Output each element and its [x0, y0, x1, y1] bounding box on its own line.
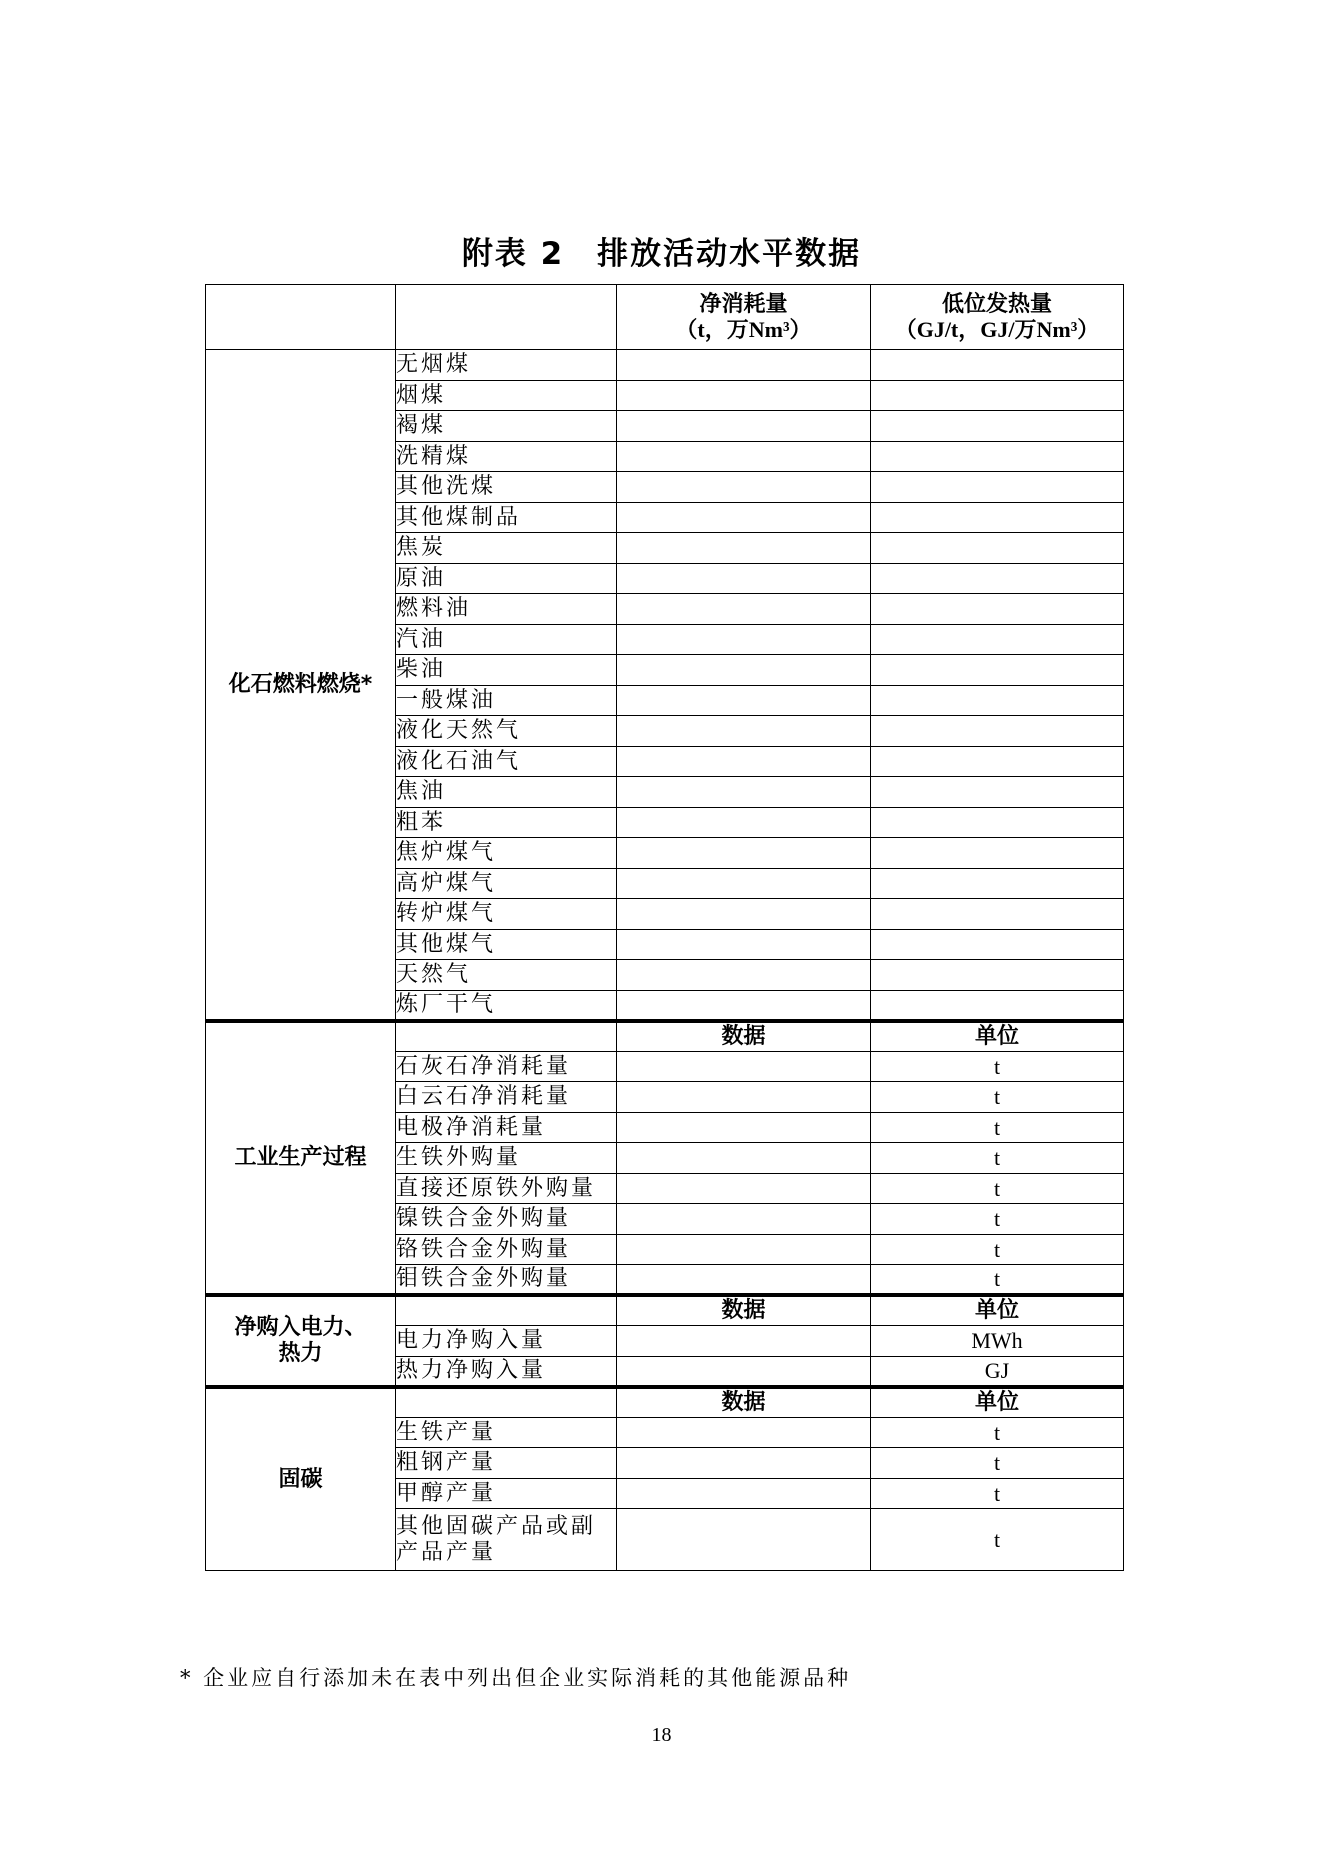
- fuel-name-cell: 转炉煤气: [396, 899, 617, 930]
- unit-cell: t: [871, 1417, 1124, 1448]
- data-cell: [617, 1326, 871, 1357]
- unit-column-header: 单位: [871, 1387, 1124, 1418]
- header-net-consumption-unit: （t，万Nm³）: [675, 317, 812, 342]
- unit-column-header: 单位: [871, 1295, 1124, 1326]
- item-name-cell: 电极净消耗量: [396, 1112, 617, 1143]
- category-industrial-process: [206, 1021, 396, 1296]
- data-cell: [617, 1478, 871, 1509]
- data-cell: [617, 1234, 871, 1265]
- data-column-header: 数据: [617, 1295, 871, 1326]
- data-cell: [617, 1082, 871, 1113]
- unit-cell: t: [871, 1112, 1124, 1143]
- category-industrial-process-label: 工业生产过程: [234, 1145, 367, 1171]
- item-name-cell: 电力净购入量: [396, 1326, 617, 1357]
- fuel-name-cell: 洗精煤: [396, 441, 617, 472]
- fuel-name-cell: 无烟煤: [396, 350, 617, 381]
- item-name-cell: 甲醇产量: [396, 1478, 617, 1509]
- data-cell: [617, 1509, 871, 1571]
- table-row: [206, 350, 1124, 381]
- fuel-name-cell: 一般煤油: [396, 685, 617, 716]
- fuel-name-cell: 燃料油: [396, 594, 617, 625]
- calorific-value-cell: [871, 563, 1124, 594]
- data-column-header: 数据: [617, 1387, 871, 1418]
- item-name-cell: 热力净购入量: [396, 1356, 617, 1387]
- calorific-value-cell: [871, 746, 1124, 777]
- unit-cell: t: [871, 1204, 1124, 1235]
- fuel-name-cell: 高炉煤气: [396, 868, 617, 899]
- unit-cell: t: [871, 1448, 1124, 1479]
- unit-cell: t: [871, 1265, 1124, 1296]
- footnote: * 企业应自行添加未在表中列出但企业实际消耗的其他能源品种: [180, 1666, 852, 1690]
- category-net-purchase-label: 热力: [278, 1340, 323, 1366]
- unit-column-header: 单位: [871, 1021, 1124, 1052]
- calorific-value-cell: [871, 929, 1124, 960]
- item-name-cell: 铬铁合金外购量: [396, 1234, 617, 1265]
- net-consumption-cell: [617, 594, 871, 625]
- unit-cell: t: [871, 1234, 1124, 1265]
- category-net-purchase: [206, 1295, 396, 1387]
- calorific-value-cell: [871, 838, 1124, 869]
- calorific-value-cell: [871, 502, 1124, 533]
- section-header-row: [206, 1387, 1124, 1418]
- data-cell: [617, 1143, 871, 1174]
- fuel-name-cell: 其他煤制品: [396, 502, 617, 533]
- net-consumption-cell: [617, 716, 871, 747]
- net-consumption-cell: [617, 960, 871, 991]
- net-consumption-cell: [617, 899, 871, 930]
- calorific-value-cell: [871, 868, 1124, 899]
- empty-cell: [396, 1295, 617, 1326]
- item-name-cell: 白云石净消耗量: [396, 1082, 617, 1113]
- item-name-line: 产品产量: [396, 1539, 497, 1565]
- fuel-name-cell: 柴油: [396, 655, 617, 686]
- calorific-value-cell: [871, 960, 1124, 991]
- calorific-value-cell: [871, 380, 1124, 411]
- calorific-value-cell: [871, 777, 1124, 808]
- unit-cell: t: [871, 1478, 1124, 1509]
- calorific-value-cell: [871, 899, 1124, 930]
- calorific-value-cell: [871, 685, 1124, 716]
- calorific-value-cell: [871, 472, 1124, 503]
- table-header-row: [206, 285, 1124, 350]
- data-column-header: 数据: [617, 1021, 871, 1052]
- calorific-value-cell: [871, 655, 1124, 686]
- calorific-value-cell: [871, 350, 1124, 381]
- header-empty-cell: [396, 285, 617, 350]
- fuel-name-cell: 粗苯: [396, 807, 617, 838]
- calorific-value-cell: [871, 990, 1124, 1021]
- data-cell: [617, 1112, 871, 1143]
- category-fossil-fuel: [206, 350, 396, 1021]
- data-cell: [617, 1356, 871, 1387]
- category-carbon-fixation-label: 固碳: [278, 1466, 323, 1492]
- item-name-cell: 生铁外购量: [396, 1143, 617, 1174]
- header-net-consumption-title: 净消耗量: [699, 291, 788, 317]
- unit-cell: MWh: [871, 1326, 1124, 1357]
- net-consumption-cell: [617, 380, 871, 411]
- net-consumption-cell: [617, 746, 871, 777]
- net-consumption-cell: [617, 624, 871, 655]
- net-consumption-cell: [617, 868, 871, 899]
- data-cell: [617, 1051, 871, 1082]
- empty-cell: [396, 1387, 617, 1418]
- data-cell: [617, 1173, 871, 1204]
- net-consumption-cell: [617, 350, 871, 381]
- fuel-name-cell: 炼厂干气: [396, 990, 617, 1021]
- data-cell: [617, 1417, 871, 1448]
- fuel-name-cell: 焦炉煤气: [396, 838, 617, 869]
- net-consumption-cell: [617, 472, 871, 503]
- data-cell: [617, 1204, 871, 1235]
- item-name-cell: 石灰石净消耗量: [396, 1051, 617, 1082]
- section-header-row: [206, 1021, 1124, 1052]
- fuel-name-cell: 其他洗煤: [396, 472, 617, 503]
- fuel-name-cell: 液化天然气: [396, 716, 617, 747]
- item-name-cell: 钼铁合金外购量: [396, 1265, 617, 1296]
- fuel-name-cell: 焦油: [396, 777, 617, 808]
- calorific-value-cell: [871, 624, 1124, 655]
- fuel-name-cell: 原油: [396, 563, 617, 594]
- empty-cell: [396, 1021, 617, 1052]
- calorific-value-cell: [871, 441, 1124, 472]
- net-consumption-cell: [617, 655, 871, 686]
- fuel-name-cell: 烟煤: [396, 380, 617, 411]
- fuel-name-cell: 液化石油气: [396, 746, 617, 777]
- calorific-value-cell: [871, 533, 1124, 564]
- net-consumption-cell: [617, 838, 871, 869]
- item-name-cell: [396, 1509, 617, 1571]
- item-name-line: 其他固碳产品或副: [396, 1514, 597, 1540]
- category-fossil-fuel-label: 化石燃料燃烧*: [228, 671, 373, 697]
- unit-cell: t: [871, 1082, 1124, 1113]
- header-net-consumption: [617, 285, 871, 350]
- header-calorific-value-unit: （GJ/t，GJ/万Nm³）: [894, 317, 1100, 342]
- fuel-name-cell: 天然气: [396, 960, 617, 991]
- unit-cell: t: [871, 1051, 1124, 1082]
- net-consumption-cell: [617, 777, 871, 808]
- net-consumption-cell: [617, 533, 871, 564]
- net-consumption-cell: [617, 807, 871, 838]
- fuel-name-cell: 其他煤气: [396, 929, 617, 960]
- calorific-value-cell: [871, 716, 1124, 747]
- activity-data-table: [205, 284, 1124, 1571]
- calorific-value-cell: [871, 411, 1124, 442]
- net-consumption-cell: [617, 563, 871, 594]
- category-carbon-fixation: [206, 1387, 396, 1571]
- fuel-name-cell: 褐煤: [396, 411, 617, 442]
- net-consumption-cell: [617, 929, 871, 960]
- calorific-value-cell: [871, 594, 1124, 625]
- item-name-cell: 镍铁合金外购量: [396, 1204, 617, 1235]
- page-number: 18: [651, 1724, 672, 1746]
- header-empty-cell: [206, 285, 396, 350]
- item-name-cell: 粗钢产量: [396, 1448, 617, 1479]
- data-cell: [617, 1448, 871, 1479]
- net-consumption-cell: [617, 502, 871, 533]
- fuel-name-cell: 焦炭: [396, 533, 617, 564]
- unit-cell: t: [871, 1173, 1124, 1204]
- net-consumption-cell: [617, 990, 871, 1021]
- data-cell: [617, 1265, 871, 1296]
- category-net-purchase-label: 净购入电力、: [234, 1315, 367, 1341]
- unit-cell: t: [871, 1143, 1124, 1174]
- unit-cell: GJ: [871, 1356, 1124, 1387]
- section-header-row: [206, 1295, 1124, 1326]
- net-consumption-cell: [617, 685, 871, 716]
- unit-cell: t: [871, 1509, 1124, 1571]
- net-consumption-cell: [617, 411, 871, 442]
- fuel-name-cell: 汽油: [396, 624, 617, 655]
- header-calorific-value: [871, 285, 1124, 350]
- header-calorific-value-title: 低位发热量: [941, 291, 1052, 317]
- table-title: 附表 2 排放活动水平数据: [461, 236, 862, 272]
- net-consumption-cell: [617, 441, 871, 472]
- item-name-cell: 生铁产量: [396, 1417, 617, 1448]
- item-name-cell: 直接还原铁外购量: [396, 1173, 617, 1204]
- calorific-value-cell: [871, 807, 1124, 838]
